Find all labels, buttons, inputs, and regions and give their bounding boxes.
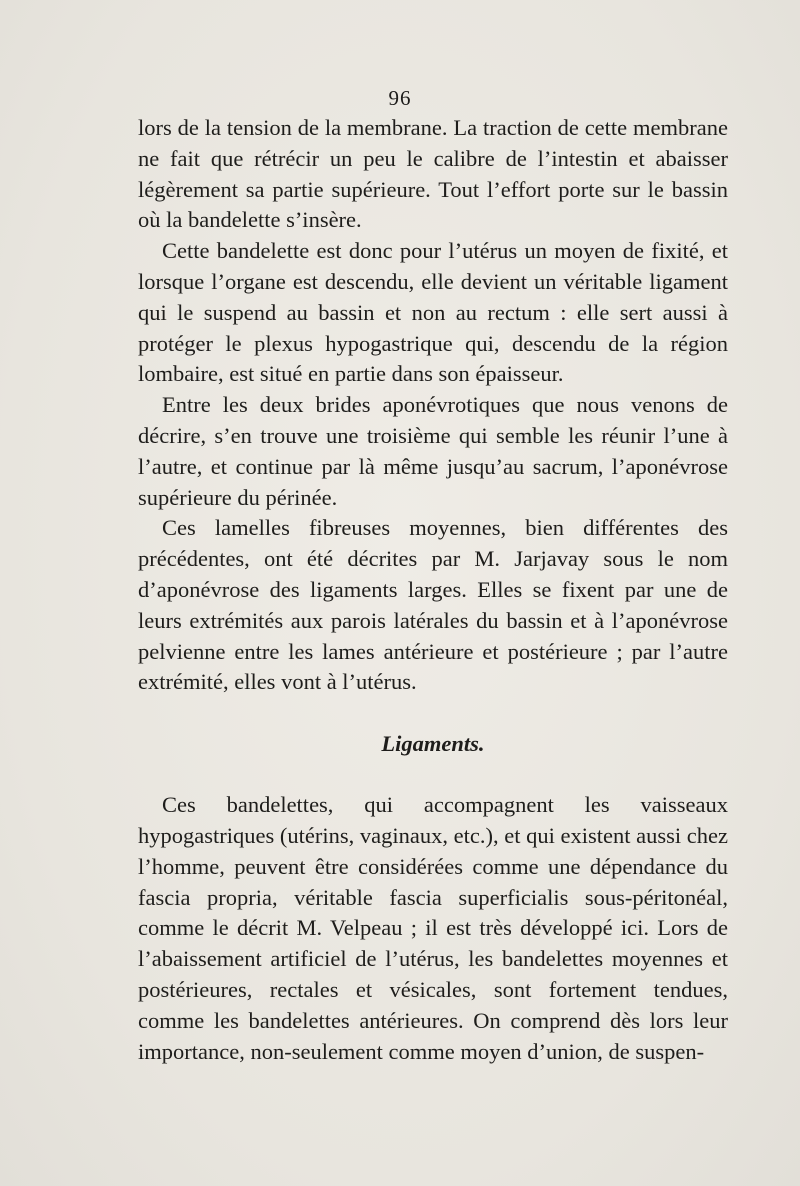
paragraph: Entre les deux brides aponévrotiques que nous venons de décrire, s’en trouve une troisième qui semble les réunir l’une à l’autre, et continue par là même jusqu’au sacrum, l’aponévrose supérieure du périnée. <box>138 392 728 510</box>
paragraph: Cette bandelette est donc pour l’utérus un moyen de fixité, et lorsque l’organe est descendu, elle devient un véritable ligament qui le suspend au bassin et non au rectum : elle sert aussi à protéger le plexus hypogastrique qui, descendu de la région lombaire, est situé en partie dans son épaisseur. <box>138 238 728 387</box>
paragraph: lors de la tension de la membrane. La traction de cette membrane ne fait que rétrécir un peu le calibre de l’intestin et abaisser légèrement sa partie supérieure. Tout l’effort porte sur le bassin où la bandelette s’insère. <box>138 115 728 233</box>
body-text <box>138 113 728 1067</box>
page-number: 96 <box>388 86 412 110</box>
section-title: Ligaments. <box>381 731 485 757</box>
paragraph: Ces lamelles fibreuses moyennes, bien différentes des précédentes, ont été décrites par M. Jarjavay sous le nom d’aponévrose des ligaments larges. Elles se fixent par une de leurs extrémités aux parois latérales du bassin et à l’aponévrose pelvienne entre les lames antérieure et postérieure ; par l’autre extrémité, elles vont à l’utérus. <box>138 515 728 695</box>
paragraph: Ces bandelettes, qui accompagnent les vaisseaux hypogastriques (utérins, vaginaux, etc.), et qui existent aussi chez l’homme, peuvent être considérées comme une dépendance du fascia propria, véritable fascia superficialis sous-péritonéal, comme le décrit M. Velpeau ; il est très développé ici. Lors de l’abaissement artificiel de l’utérus, les bandelettes moyennes et postérieures, rectales et vésicales, sont fortement tendues, comme les bandelettes antérieures. On comprend dès lors leur importance, non-seulement comme moyen d’union, de suspen- <box>138 792 728 1064</box>
